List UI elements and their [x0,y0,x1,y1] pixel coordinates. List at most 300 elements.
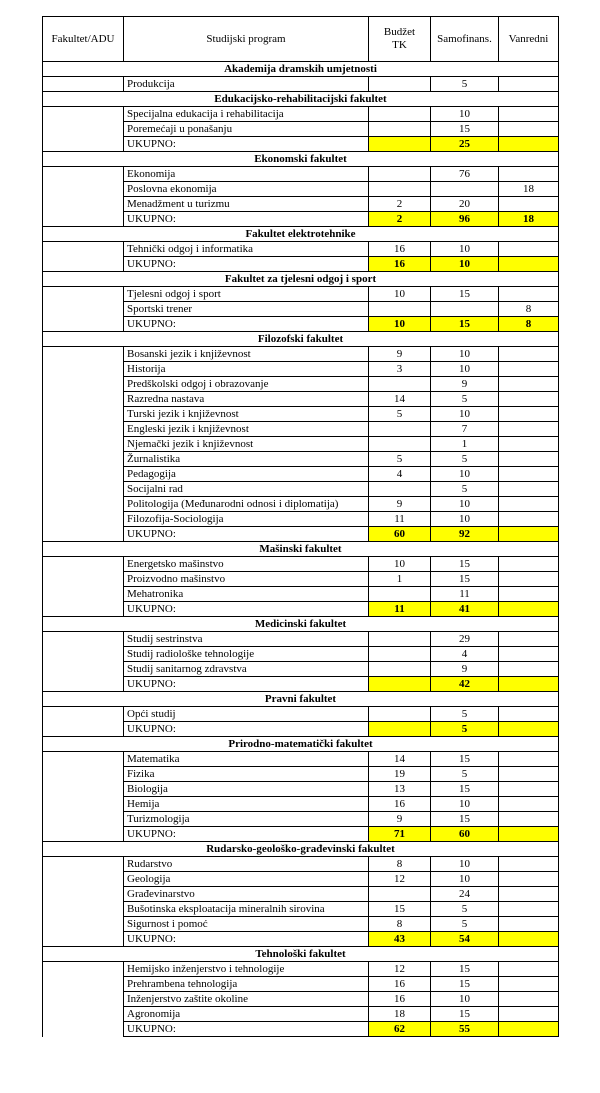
table-row [43,767,559,782]
parttime-value [499,407,559,422]
table-row [43,992,559,1007]
table-row [43,857,559,872]
section-title: Fakultet elektrotehnike [43,227,559,242]
total-selffunded: 60 [431,827,499,842]
table-row [43,437,559,452]
faculty-cell [43,137,124,152]
table-row [43,362,559,377]
budget-value: 8 [369,857,431,872]
selffunded-value: 5 [431,902,499,917]
selffunded-value: 10 [431,857,499,872]
total-label: UKUPNO: [124,527,369,542]
parttime-value [499,377,559,392]
budget-value [369,422,431,437]
budget-value: 19 [369,767,431,782]
faculty-cell [43,212,124,227]
section-header-row [43,62,559,77]
faculty-cell [43,647,124,662]
total-selffunded: 55 [431,1022,499,1037]
program-name: Prehrambena tehnologija [124,977,369,992]
faculty-cell [43,362,124,377]
section-header-row [43,947,559,962]
parttime-value [499,347,559,362]
section-title: Fakultet za tjelesni odgoj i sport [43,272,559,287]
table-row [43,872,559,887]
program-name: Turski jezik i književnost [124,407,369,422]
selffunded-value: 10 [431,992,499,1007]
header-program: Studijski program [124,17,369,62]
selffunded-value: 15 [431,752,499,767]
budget-value [369,887,431,902]
faculty-cell [43,122,124,137]
table-row [43,287,559,302]
faculty-cell [43,872,124,887]
faculty-cell [43,632,124,647]
budget-value: 9 [369,497,431,512]
parttime-value [499,107,559,122]
program-name: Predškolski odgoj i obrazovanje [124,377,369,392]
parttime-value [499,752,559,767]
program-name: Poremećaji u ponašanju [124,122,369,137]
program-name: Bušotinska eksploatacija mineralnih sirovina [124,902,369,917]
faculty-cell [43,572,124,587]
faculty-cell [43,527,124,542]
program-name: Fizika [124,767,369,782]
budget-value: 3 [369,362,431,377]
table-row [43,452,559,467]
total-label: UKUPNO: [124,212,369,227]
total-parttime: 8 [499,317,559,332]
selffunded-value: 10 [431,797,499,812]
section-title: Akademija dramskih umjetnosti [43,62,559,77]
faculty-cell [43,257,124,272]
enrollment-table [42,16,559,1037]
total-label: UKUPNO: [124,932,369,947]
total-budget [369,677,431,692]
faculty-cell [43,107,124,122]
budget-value: 12 [369,872,431,887]
faculty-cell [43,467,124,482]
parttime-value [499,992,559,1007]
budget-value: 9 [369,812,431,827]
budget-value [369,632,431,647]
selffunded-value: 10 [431,107,499,122]
total-selffunded: 25 [431,137,499,152]
total-label: UKUPNO: [124,137,369,152]
header-budget-line1: Budžet [383,26,416,38]
total-parttime [499,527,559,542]
program-name: Energetsko mašinstvo [124,557,369,572]
faculty-cell [43,497,124,512]
table-row [43,467,559,482]
section-header-row [43,227,559,242]
section-title: Pravni fakultet [43,692,559,707]
selffunded-value: 9 [431,377,499,392]
program-name: Socijalni rad [124,482,369,497]
total-label: UKUPNO: [124,1022,369,1037]
program-name: Specijalna edukacija i rehabilitacija [124,107,369,122]
faculty-cell [43,707,124,722]
faculty-cell [43,677,124,692]
program-name: Rudarstvo [124,857,369,872]
selffunded-value: 20 [431,197,499,212]
total-parttime [499,722,559,737]
faculty-cell [43,962,124,977]
budget-value [369,587,431,602]
faculty-cell [43,437,124,452]
program-name: Geologija [124,872,369,887]
total-row [43,827,559,842]
budget-value [369,107,431,122]
faculty-cell [43,662,124,677]
parttime-value [499,422,559,437]
table-row [43,422,559,437]
program-name: Menadžment u turizmu [124,197,369,212]
total-row [43,257,559,272]
budget-value: 12 [369,962,431,977]
total-row [43,677,559,692]
budget-value: 16 [369,977,431,992]
total-selffunded: 96 [431,212,499,227]
total-budget: 11 [369,602,431,617]
section-title: Filozofski fakultet [43,332,559,347]
faculty-cell [43,992,124,1007]
section-title: Rudarsko-geološko-građevinski fakultet [43,842,559,857]
total-label: UKUPNO: [124,317,369,332]
total-selffunded: 92 [431,527,499,542]
budget-value: 14 [369,392,431,407]
total-label: UKUPNO: [124,602,369,617]
selffunded-value: 29 [431,632,499,647]
faculty-cell [43,317,124,332]
selffunded-value: 24 [431,887,499,902]
total-budget: 16 [369,257,431,272]
parttime-value [499,797,559,812]
table-row [43,797,559,812]
table-row [43,77,559,92]
total-row [43,602,559,617]
budget-value: 13 [369,782,431,797]
selffunded-value: 15 [431,1007,499,1022]
total-label: UKUPNO: [124,827,369,842]
program-name: Filozofija-Sociologija [124,512,369,527]
table-row [43,377,559,392]
parttime-value: 8 [499,302,559,317]
parttime-value [499,572,559,587]
faculty-cell [43,722,124,737]
faculty-cell [43,932,124,947]
total-parttime: 18 [499,212,559,227]
parttime-value [499,872,559,887]
program-name: Hemijsko inženjerstvo i tehnologije [124,962,369,977]
table-row [43,707,559,722]
total-row [43,527,559,542]
parttime-value [499,782,559,797]
program-name: Bosanski jezik i književnost [124,347,369,362]
parttime-value [499,197,559,212]
header-faculty: Fakultet/ADU [43,17,124,62]
program-name: Studij sanitarnog zdravstva [124,662,369,677]
total-row [43,212,559,227]
section-header-row [43,332,559,347]
program-name: Žurnalistika [124,452,369,467]
table-row [43,812,559,827]
program-name: Ekonomija [124,167,369,182]
header-budget-line2: TK [392,39,407,51]
total-parttime [499,137,559,152]
table-row [43,512,559,527]
section-title: Tehnološki fakultet [43,947,559,962]
selffunded-value: 10 [431,872,499,887]
parttime-value [499,452,559,467]
selffunded-value: 5 [431,767,499,782]
program-name: Biologija [124,782,369,797]
parttime-value [499,857,559,872]
section-title: Medicinski fakultet [43,617,559,632]
program-name: Sigurnost i pomoć [124,917,369,932]
total-row [43,722,559,737]
parttime-value [499,287,559,302]
budget-value [369,77,431,92]
total-parttime [499,602,559,617]
total-budget: 62 [369,1022,431,1037]
budget-value: 4 [369,467,431,482]
table-row [43,407,559,422]
parttime-value [499,467,559,482]
total-budget: 43 [369,932,431,947]
faculty-cell [43,452,124,467]
faculty-cell [43,407,124,422]
faculty-cell [43,512,124,527]
budget-value: 8 [369,917,431,932]
parttime-value [499,122,559,137]
selffunded-value: 5 [431,392,499,407]
program-name: Engleski jezik i književnost [124,422,369,437]
parttime-value [499,812,559,827]
faculty-cell [43,767,124,782]
faculty-cell [43,977,124,992]
faculty-cell [43,917,124,932]
table-row [43,242,559,257]
total-row [43,1022,559,1037]
program-name: Njemački jezik i književnost [124,437,369,452]
faculty-cell [43,602,124,617]
table-row [43,962,559,977]
parttime-value [499,662,559,677]
budget-value [369,377,431,392]
total-selffunded: 42 [431,677,499,692]
parttime-value [499,392,559,407]
table-row [43,1007,559,1022]
table-row [43,302,559,317]
program-name: Studij radiološke tehnologije [124,647,369,662]
parttime-value [499,77,559,92]
selffunded-value: 10 [431,467,499,482]
parttime-value [499,902,559,917]
total-parttime [499,1022,559,1037]
faculty-cell [43,887,124,902]
program-name: Turizmologija [124,812,369,827]
table-row [43,662,559,677]
table-row [43,557,559,572]
total-selffunded: 10 [431,257,499,272]
parttime-value [499,917,559,932]
selffunded-value: 9 [431,662,499,677]
budget-value [369,482,431,497]
program-name: Studij sestrinstva [124,632,369,647]
total-selffunded: 54 [431,932,499,947]
budget-value: 15 [369,902,431,917]
selffunded-value: 15 [431,962,499,977]
selffunded-value: 4 [431,647,499,662]
selffunded-value: 15 [431,812,499,827]
total-selffunded: 41 [431,602,499,617]
total-row [43,137,559,152]
program-name: Inženjerstvo zaštite okoline [124,992,369,1007]
faculty-cell [43,287,124,302]
budget-value [369,647,431,662]
faculty-cell [43,902,124,917]
program-name: Politologija (Međunarodni odnosi i diplomatija) [124,497,369,512]
program-name: Tjelesni odgoj i sport [124,287,369,302]
table-row [43,167,559,182]
faculty-cell [43,1022,124,1037]
selffunded-value: 5 [431,707,499,722]
total-label: UKUPNO: [124,257,369,272]
budget-value: 14 [369,752,431,767]
table-row [43,392,559,407]
budget-value [369,302,431,317]
section-header-row [43,737,559,752]
selffunded-value: 15 [431,287,499,302]
budget-value [369,167,431,182]
faculty-cell [43,482,124,497]
selffunded-value [431,182,499,197]
section-header-row [43,92,559,107]
total-budget: 60 [369,527,431,542]
selffunded-value: 10 [431,362,499,377]
table-row [43,632,559,647]
parttime-value [499,977,559,992]
selffunded-value [431,302,499,317]
total-selffunded: 5 [431,722,499,737]
faculty-cell [43,797,124,812]
table-row [43,887,559,902]
section-header-row [43,617,559,632]
faculty-cell [43,392,124,407]
selffunded-value: 10 [431,347,499,362]
selffunded-value: 15 [431,122,499,137]
parttime-value [499,437,559,452]
faculty-cell [43,857,124,872]
table-row [43,977,559,992]
total-budget: 10 [369,317,431,332]
section-header-row [43,842,559,857]
budget-value: 16 [369,242,431,257]
total-parttime [499,677,559,692]
faculty-cell [43,587,124,602]
header-selffunded: Samofinans. [431,17,499,62]
faculty-cell [43,557,124,572]
budget-value: 10 [369,557,431,572]
faculty-cell [43,242,124,257]
total-budget: 71 [369,827,431,842]
selffunded-value: 10 [431,407,499,422]
faculty-cell [43,77,124,92]
selffunded-value: 15 [431,977,499,992]
section-title: Prirodno-matematički fakultet [43,737,559,752]
program-name: Tehnički odgoj i informatika [124,242,369,257]
header-row [43,17,559,62]
faculty-cell [43,197,124,212]
budget-value: 10 [369,287,431,302]
table-row [43,782,559,797]
section-header-row [43,272,559,287]
table-row [43,482,559,497]
program-name: Pedagogija [124,467,369,482]
program-name: Razredna nastava [124,392,369,407]
program-name: Produkcija [124,77,369,92]
budget-value: 1 [369,572,431,587]
section-title: Ekonomski fakultet [43,152,559,167]
total-selffunded: 15 [431,317,499,332]
program-name: Mehatronika [124,587,369,602]
faculty-cell [43,422,124,437]
selffunded-value: 5 [431,452,499,467]
selffunded-value: 5 [431,917,499,932]
budget-value: 16 [369,797,431,812]
table-row [43,572,559,587]
budget-value [369,122,431,137]
faculty-cell [43,827,124,842]
budget-value: 18 [369,1007,431,1022]
faculty-cell [43,1007,124,1022]
table-row [43,647,559,662]
selffunded-value: 1 [431,437,499,452]
faculty-cell [43,167,124,182]
selffunded-value: 11 [431,587,499,602]
table-row [43,122,559,137]
selffunded-value: 10 [431,497,499,512]
selffunded-value: 15 [431,557,499,572]
parttime-value [499,962,559,977]
faculty-cell [43,182,124,197]
program-name: Građevinarstvo [124,887,369,902]
table-row [43,917,559,932]
budget-value: 5 [369,407,431,422]
total-budget [369,137,431,152]
selffunded-value: 76 [431,167,499,182]
parttime-value [499,647,559,662]
program-name: Hemija [124,797,369,812]
header-parttime: Vanredni [499,17,559,62]
budget-value [369,437,431,452]
budget-value: 9 [369,347,431,362]
section-title: Mašinski fakultet [43,542,559,557]
total-label: UKUPNO: [124,677,369,692]
parttime-value [499,767,559,782]
total-label: UKUPNO: [124,722,369,737]
parttime-value: 18 [499,182,559,197]
budget-value: 5 [369,452,431,467]
faculty-cell [43,752,124,767]
budget-value [369,707,431,722]
budget-value: 16 [369,992,431,1007]
table-row [43,752,559,767]
parttime-value [499,362,559,377]
total-parttime [499,257,559,272]
parttime-value [499,557,559,572]
